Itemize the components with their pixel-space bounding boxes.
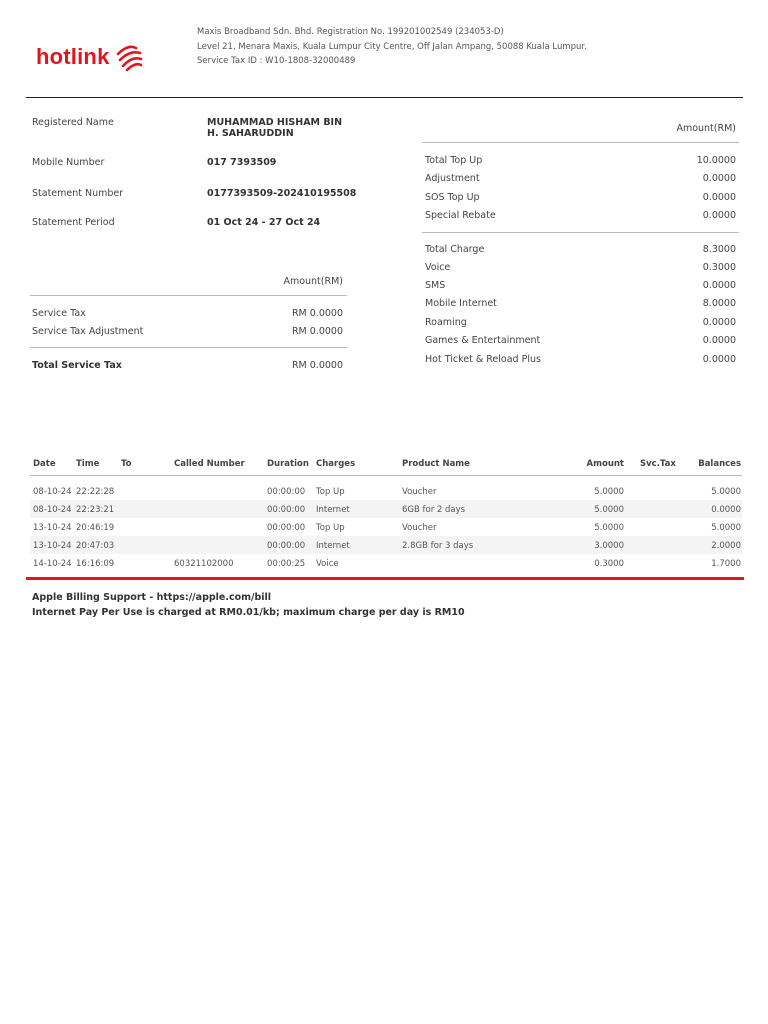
cell-balances: 5.0000 — [711, 523, 741, 533]
cell-date: 14-10-24 — [33, 559, 72, 569]
cell-duration: 00:00:00 — [267, 505, 306, 515]
cell-date: 13-10-24 — [33, 523, 72, 533]
service-tax-total-divider — [30, 347, 347, 348]
col-header-called-number: Called Number — [174, 459, 245, 469]
company-address: Level 21, Menara Maxis, Kuala Lumpur City Centre, Off Jalan Ampang, 50088 Kuala Lumpur. — [197, 41, 587, 52]
cell-product-name: 2.8GB for 3 days — [402, 541, 474, 551]
apple-billing-note: Apple Billing Support - https://apple.com/bill — [32, 592, 272, 603]
cell-amount: 5.0000 — [594, 487, 624, 497]
col-header-time: Time — [76, 459, 100, 469]
cell-time: 20:47:03 — [76, 541, 115, 551]
charge-row — [425, 280, 736, 291]
service-tax-amount-header: Amount(RM) — [283, 276, 343, 287]
registered-name-line2: H. SAHARUDDIN — [207, 128, 294, 139]
col-header-charges: Charges — [316, 459, 356, 469]
charge-label: Hot Ticket & Reload Plus — [425, 354, 541, 365]
charge-row — [425, 354, 736, 365]
cell-amount: 5.0000 — [594, 523, 624, 533]
total-service-tax-row — [32, 360, 343, 371]
mobile-number-value: 017 7393509 — [207, 157, 277, 168]
mobile-number-label: Mobile Number — [32, 157, 105, 168]
charge-value: 0.0000 — [702, 280, 736, 291]
hotlink-swirl-icon — [114, 42, 144, 72]
summary-amount-header: Amount(RM) — [676, 123, 736, 134]
charge-value: 0.0000 — [702, 354, 736, 365]
summary-label: SOS Top Up — [425, 192, 480, 203]
cell-product-name: 6GB for 2 days — [402, 505, 466, 515]
total-service-tax-label: Total Service Tax — [32, 360, 122, 371]
col-header-balances: Balances — [698, 459, 741, 469]
col-header-duration: Duration — [267, 459, 309, 469]
charge-row — [425, 298, 736, 309]
cell-balances: 1.7000 — [711, 559, 741, 569]
internet-ppu-note: Internet Pay Per Use is charged at RM0.01/kb; maximum charge per day is RM10 — [32, 606, 465, 618]
table-row — [30, 536, 742, 554]
cell-product-name: Voucher — [402, 523, 437, 533]
summary-row — [425, 210, 736, 221]
summary-value: 10.0000 — [696, 155, 736, 166]
charge-label: Roaming — [425, 317, 467, 328]
table-header-divider — [30, 475, 742, 476]
service-tax-label: Service Tax — [32, 308, 86, 319]
cell-duration: 00:00:00 — [267, 523, 306, 533]
cell-date: 13-10-24 — [33, 541, 72, 551]
registered-name-value — [207, 117, 342, 139]
cell-balances: 5.0000 — [711, 487, 741, 497]
charge-label: Total Charge — [425, 244, 485, 255]
cell-duration: 00:00:00 — [267, 541, 306, 551]
cell-amount: 0.3000 — [594, 559, 624, 569]
cell-balances: 2.0000 — [711, 541, 741, 551]
cell-time: 22:23:21 — [76, 505, 115, 515]
registered-name-line1: MUHAMMAD HISHAM BIN — [207, 117, 343, 128]
statement-number-label: Statement Number — [32, 188, 124, 199]
cell-charges: Internet — [316, 505, 350, 515]
charge-value: 8.0000 — [702, 298, 736, 309]
cell-time: 22:22:28 — [76, 487, 115, 497]
charge-label: SMS — [425, 280, 446, 291]
table-bottom-accent-line — [26, 577, 744, 580]
col-header-amount: Amount — [586, 459, 624, 469]
cell-charges: Top Up — [316, 487, 345, 497]
charge-value: 0.3000 — [702, 262, 736, 273]
summary-header-divider — [422, 142, 739, 143]
summary-row — [425, 155, 736, 166]
cell-duration: 00:00:00 — [267, 487, 306, 497]
summary-label: Total Top Up — [425, 155, 483, 166]
summary-value: 0.0000 — [702, 210, 736, 221]
charge-row — [425, 335, 736, 346]
col-header-product-name: Product Name — [402, 459, 470, 469]
service-tax-value: RM 0.0000 — [291, 308, 343, 319]
charge-value: 8.3000 — [702, 244, 736, 255]
statement-number-value: 0177393509-202410195508 — [207, 188, 357, 199]
summary-charge-divider — [422, 232, 739, 233]
summary-row — [425, 192, 736, 203]
table-row — [30, 518, 742, 536]
table-row — [30, 500, 742, 518]
charge-value: 0.0000 — [702, 335, 736, 346]
cell-charges: Voice — [316, 559, 339, 569]
table-row — [30, 482, 742, 500]
service-tax-adjustment-value: RM 0.0000 — [291, 326, 343, 337]
statement-period-value: 01 Oct 24 - 27 Oct 24 — [207, 217, 321, 228]
summary-label: Special Rebate — [425, 210, 496, 221]
charge-label: Voice — [425, 262, 451, 273]
statement-period-label: Statement Period — [32, 217, 115, 228]
charge-row — [425, 262, 736, 273]
company-tax-id: Service Tax ID : W10-1808-32000489 — [197, 56, 356, 66]
registered-name-label: Registered Name — [32, 117, 114, 128]
summary-value: 0.0000 — [702, 173, 736, 184]
company-info — [197, 25, 587, 69]
col-header-date: Date — [33, 459, 56, 469]
service-tax-adjustment-label: Service Tax Adjustment — [32, 326, 144, 337]
cell-amount: 5.0000 — [594, 505, 624, 515]
brand-logo — [36, 42, 144, 72]
summary-row — [425, 173, 736, 184]
notes — [32, 591, 465, 620]
service-tax-header-divider — [30, 295, 347, 296]
charge-row — [425, 244, 736, 255]
cell-balances: 0.0000 — [711, 505, 741, 515]
table-row — [30, 554, 742, 572]
logo-text: hotlink — [36, 44, 110, 69]
col-header-svc-tax: Svc.Tax — [640, 459, 676, 469]
cell-charges: Top Up — [316, 523, 345, 533]
charge-value: 0.0000 — [702, 317, 736, 328]
col-header-to: To — [121, 459, 132, 469]
cell-date: 08-10-24 — [33, 505, 72, 515]
cell-amount: 3.0000 — [594, 541, 624, 551]
summary-label: Adjustment — [425, 173, 480, 184]
service-tax-adjustment-row — [32, 326, 343, 337]
cell-time: 20:46:19 — [76, 523, 115, 533]
charge-label: Mobile Internet — [425, 298, 497, 309]
cell-charges: Internet — [316, 541, 350, 551]
header-divider — [26, 97, 743, 98]
cell-called-number: 60321102000 — [174, 559, 234, 569]
total-service-tax-value: RM 0.0000 — [291, 360, 343, 371]
company-registration: Maxis Broadband Sdn. Bhd. Registration No. 199201002549 (234053-D) — [197, 27, 504, 37]
service-tax-row — [32, 308, 343, 319]
cell-time: 16:16:09 — [76, 559, 115, 569]
charge-label: Games & Entertainment — [425, 335, 541, 346]
charge-row — [425, 317, 736, 328]
cell-product-name: Voucher — [402, 487, 437, 497]
summary-value: 0.0000 — [702, 192, 736, 203]
cell-duration: 00:00:25 — [267, 559, 306, 569]
cell-date: 08-10-24 — [33, 487, 72, 497]
